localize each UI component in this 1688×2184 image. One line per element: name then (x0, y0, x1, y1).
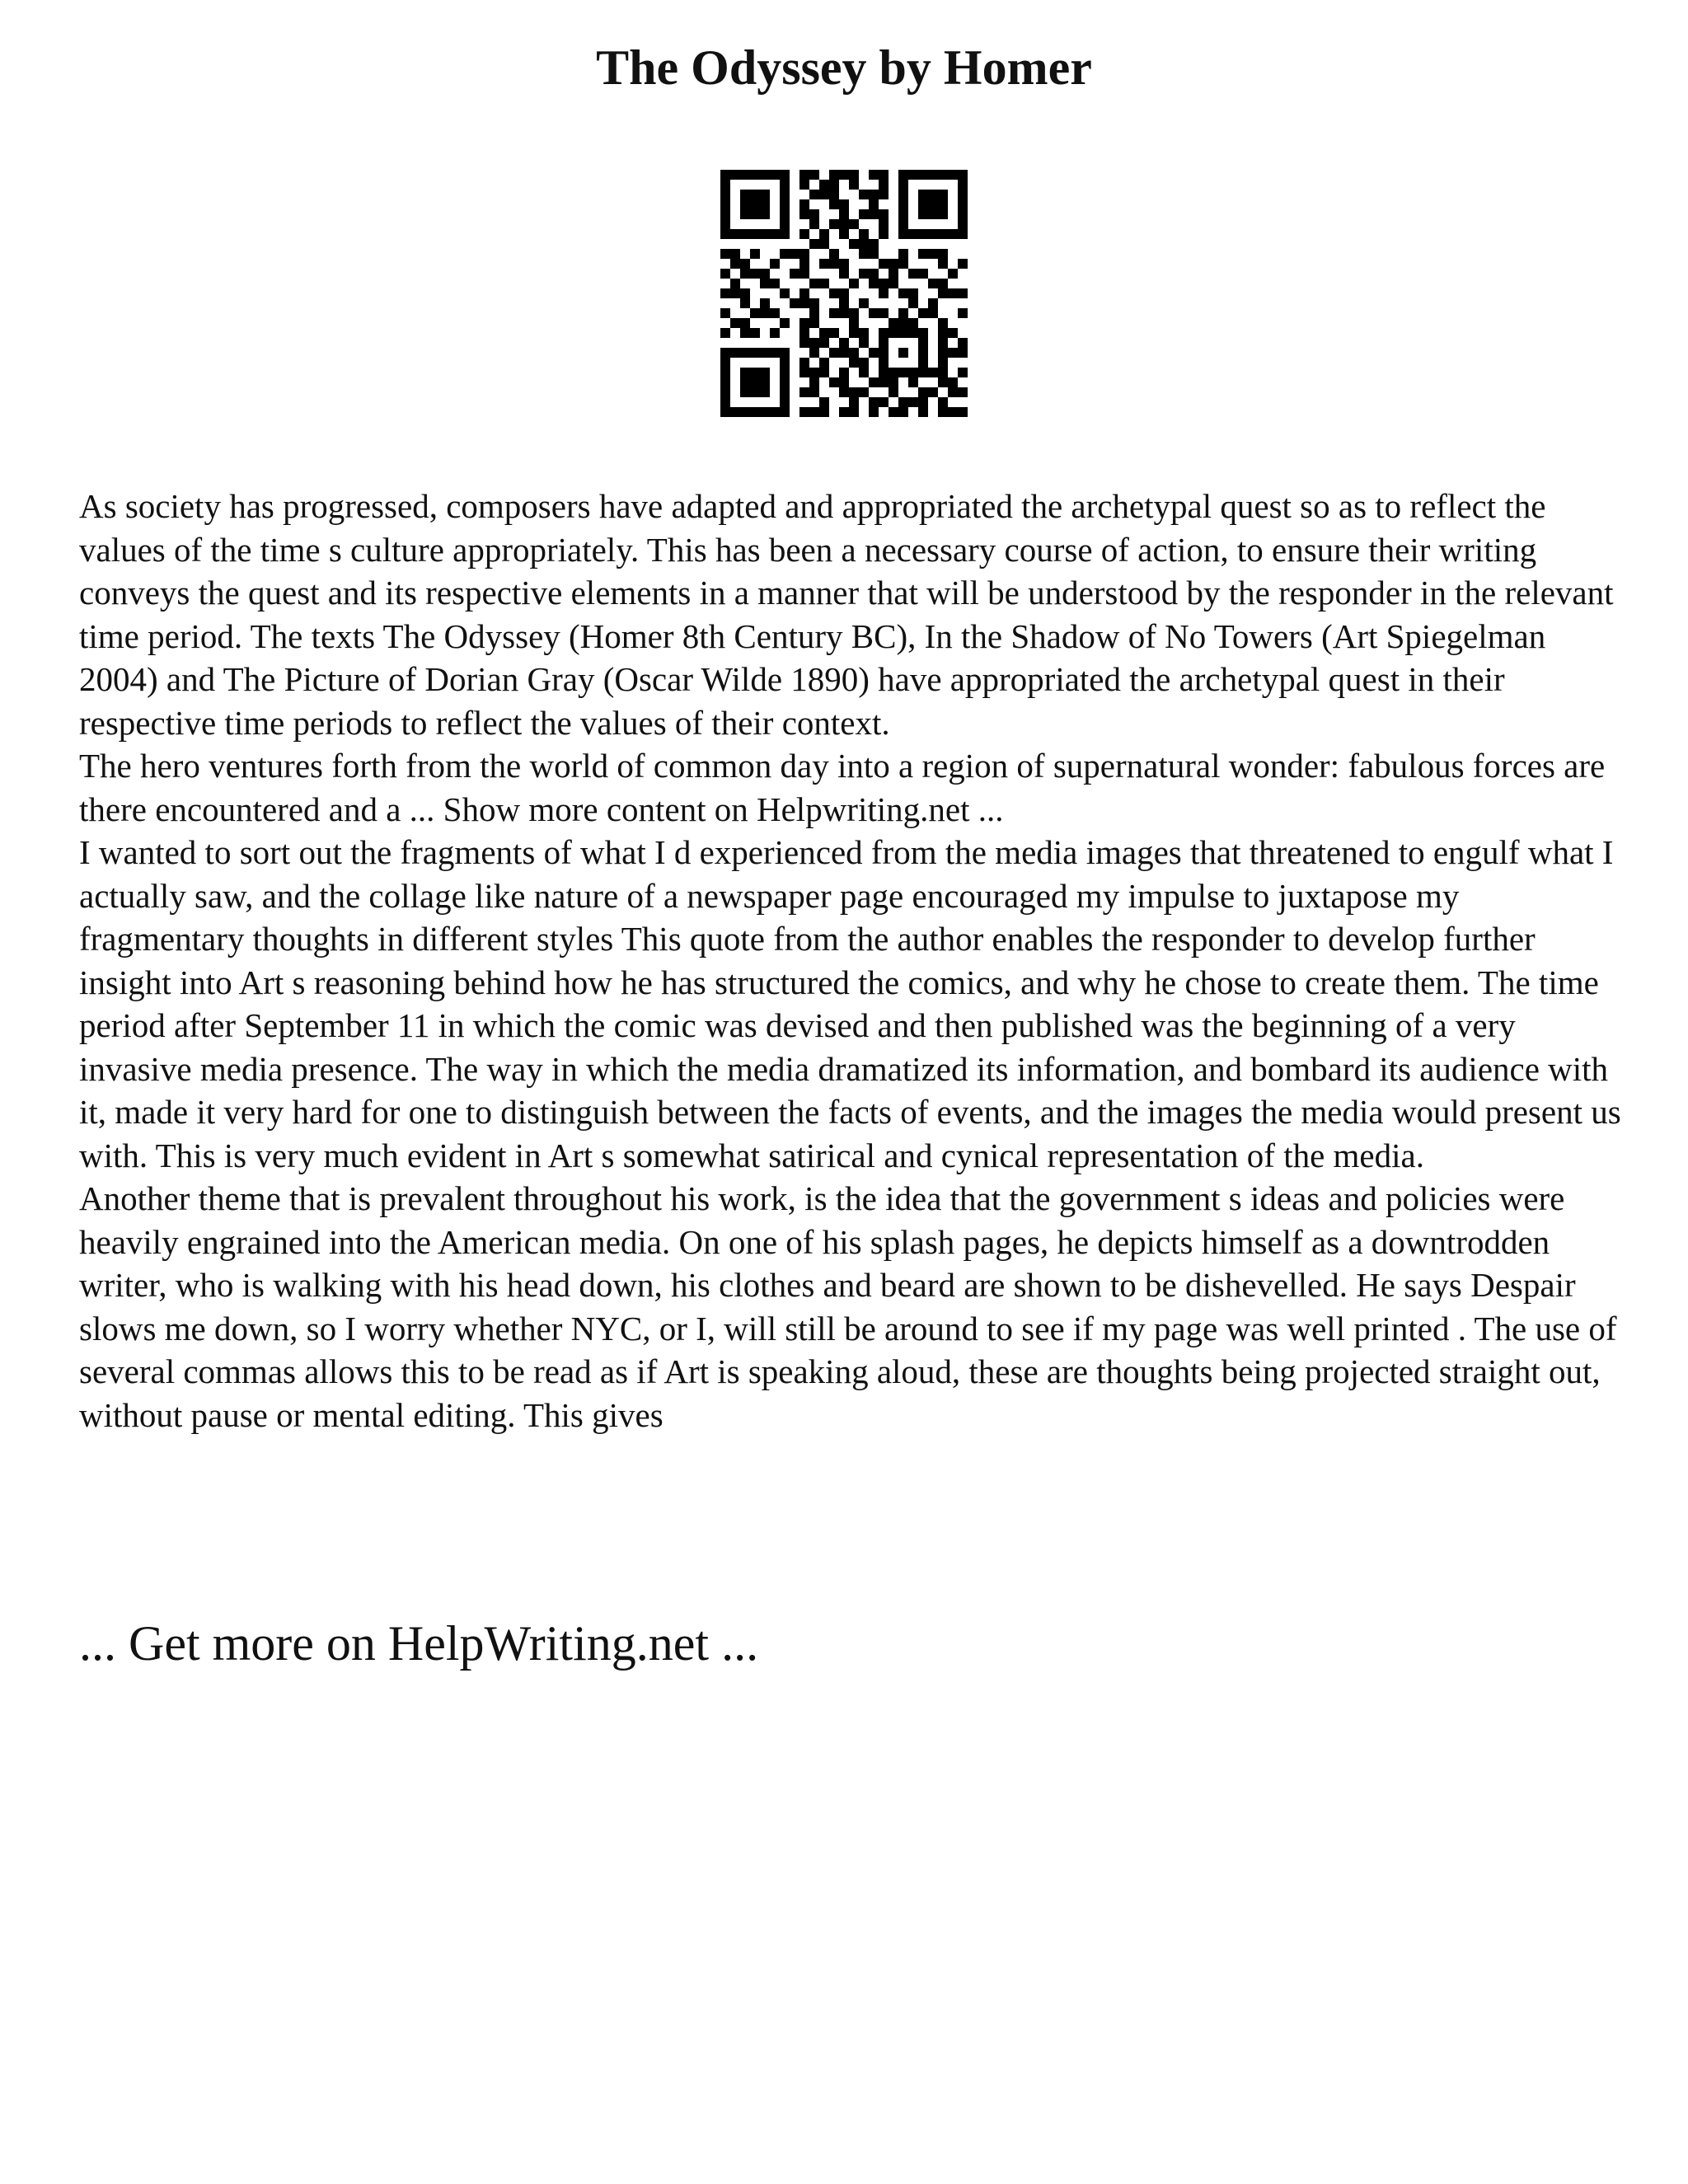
get-more-link[interactable]: ... Get more on HelpWriting.net ... (79, 1616, 759, 1671)
article-body (79, 485, 1629, 1436)
qr-code (720, 170, 968, 417)
paragraph-media-analysis: I wanted to sort out the fragments of what I d experienced from the media images that threatened to engulf what I actually saw, and the collage like nature of a newspaper page encouraged my impulse to juxtapose my fragmentary thoughts in different styles This quote from the author enables the responder to develop further insight into Art s reasoning behind how he has structured the comics, and why he chose to create them. The time period after September 11 in which the comic was devised and then published was the beginning of a very invasive media presence. The way in which the media dramatized its information, and bombard its audience with it, made it very hard for one to distinguish between the facts of events, and the images the media would present us with. This is very much evident in Art s somewhat satirical and cynical representation of the media. (79, 833, 1621, 1174)
paragraph-government-theme: Another theme that is prevalent throughout his work, is the idea that the government s ideas and policies were heavily engrained into the American media. On one of his splash pages, he depicts himself as a downtrodden writer, who is walking with his head down, his clothes and beard are shown to be dishevelled. He says Despair slows me down, so I worry whether NYC, or I, will still be around to see if my page was well printed . The use of several commas allows this to be read as if Art is speaking aloud, these are thoughts being projected straight out, without pause or mental editing. This gives (79, 1179, 1617, 1434)
paragraph-intro: As society has progressed, composers have adapted and appropriated the archetypal quest so as to reflect the values of the time s culture appropriately. This has been a necessary course of action, to ensure their writing conveys the quest and its respective elements in a manner that will be understood by the responder in the relevant time period. The texts The Odyssey (Homer 8th Century BC), In the Shadow of No Towers (Art Spiegelman 2004) and The Picture of Dorian Gray (Oscar Wilde 1890) have appropriated the archetypal quest in their respective time periods to reflect the values of their context. (79, 487, 1614, 742)
page-title: The Odyssey by Homer (596, 40, 1092, 95)
paragraph-hero-quote: The hero ventures forth from the world of common day into a region of supernatural wonder: fabulous forces are there encountered and a ... Show more content on Helpwriting.net ... (79, 747, 1606, 828)
qr-code-icon (720, 170, 968, 417)
